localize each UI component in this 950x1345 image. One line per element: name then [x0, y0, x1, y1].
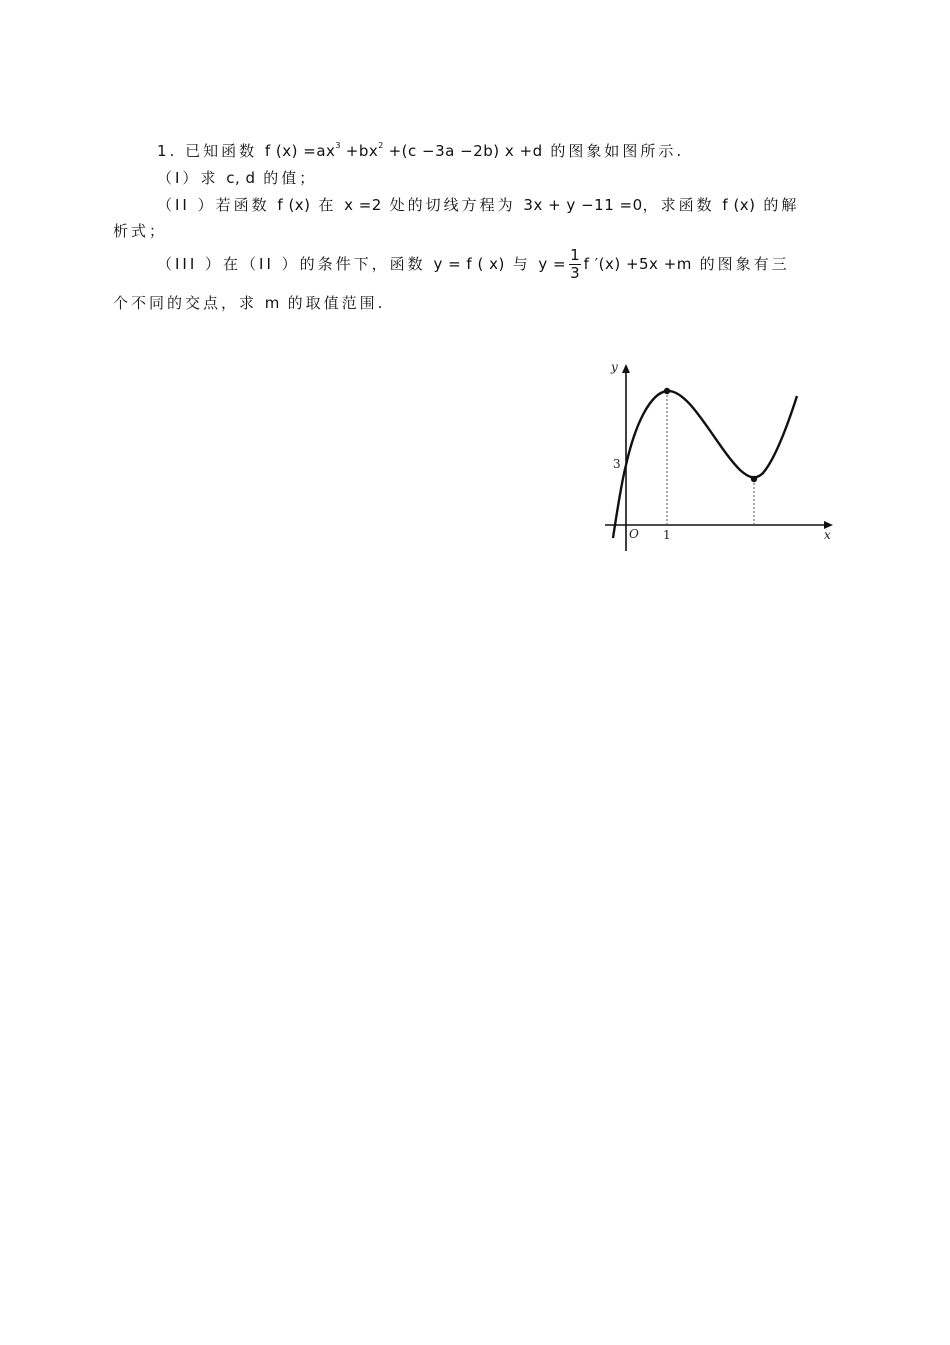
formula-fx: f $(x) =ax^3 +bx^2 +(c -3a -2b)$ x +d — [264, 141, 543, 160]
intro-suffix: 的图象如图所示. — [542, 142, 685, 160]
part-3-label: （III ） — [157, 255, 224, 273]
part-1: （I）求 c, d 的值； — [157, 169, 318, 187]
part-2-continued: 析式； — [113, 222, 168, 240]
function-graph — [605, 355, 840, 555]
y-axis-arrow — [622, 364, 630, 373]
part-2-label: （II ） — [157, 196, 216, 214]
part-1-label: （I） — [157, 169, 201, 187]
part-3-continued: 个不同的交点，求 m 的取值范围. — [113, 294, 386, 312]
tick-label-y3: 3 — [613, 457, 621, 471]
y-axis-label: y — [611, 360, 618, 374]
part-3: （III ）在（II ）的条件下，函数 y = f ( x) 与 y = $\frac{1}{3}$ f ′(x) +5x +m 的图象有三 — [157, 246, 790, 282]
cubic-curve — [613, 391, 797, 538]
local-min-point — [751, 476, 757, 482]
x-axis-label: x — [824, 528, 831, 542]
intro-prefix: 1. 已知函数 — [157, 142, 265, 160]
fraction-one-third: $\frac{1}{3}$ — [570, 246, 580, 282]
origin-label: O — [629, 527, 639, 541]
part-2: （II ）若函数 f (x) 在 x =2 处的切线方程为 3x + y −11 =0，求函数 f (x) 的解 — [157, 196, 800, 214]
problem-statement — [157, 140, 684, 161]
tick-label-x1: 1 — [663, 528, 671, 542]
local-max-point — [664, 388, 670, 394]
